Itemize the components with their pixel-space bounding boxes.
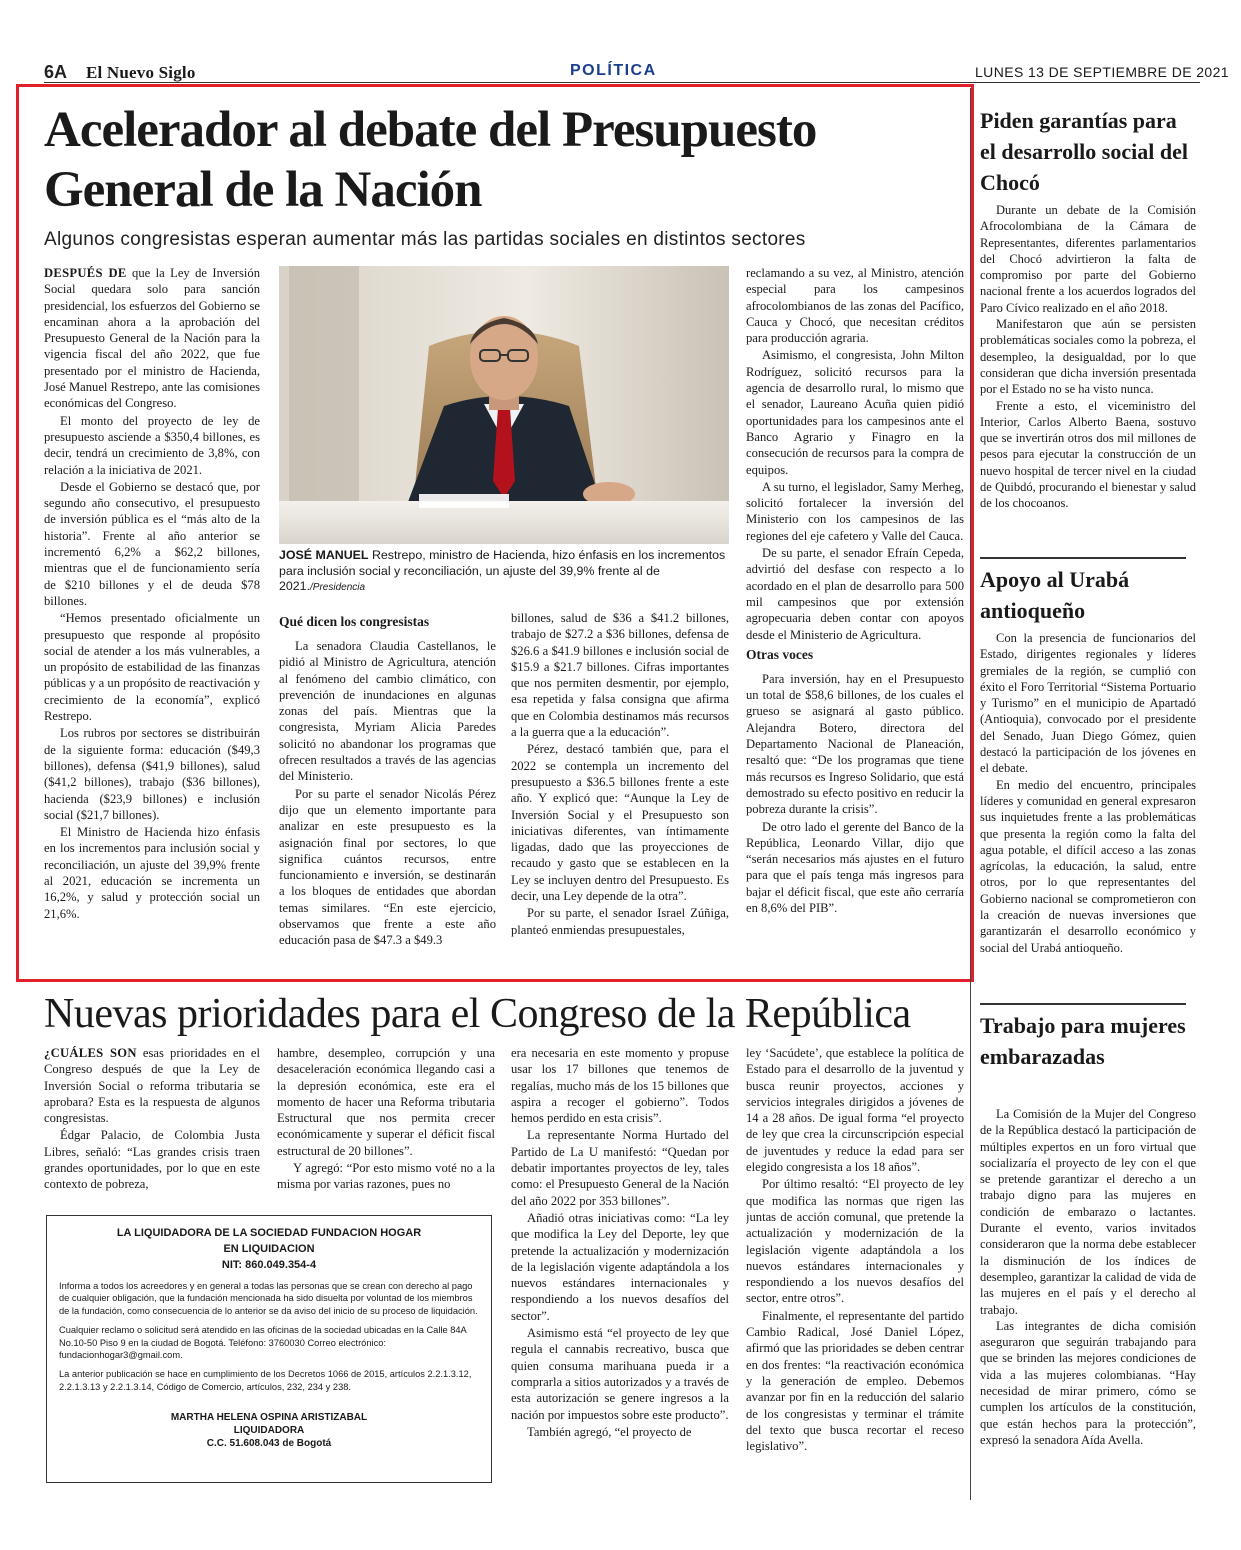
caption-text: Restrepo, ministro de Hacienda, hizo énfasis en los incrementos para inclusión social y reconciliación, un ajuste del 39,9% frente al de 2021. bbox=[279, 548, 726, 593]
paragraph: El Ministro de Hacienda hizo énfasis en los incrementos para inclusión social y reconciliación, un ajuste del 39,9% frente al 2021, educación se incrementa un 16,2%, y salud y protección social un 21,6%. bbox=[44, 825, 260, 921]
paragraph: La representante Norma Hurtado del Partido de La U manifestó: “Quedan por debatir importantes proyectos de ley, tales como: el Presupuesto General de la Nación del año 2022 por 353 billones”. bbox=[511, 1128, 729, 1208]
paragraph: reclamando a su vez, al Ministro, atención especial para los campesinos afrocolombianos de las zonas del Pacífico, Cauca y Chocó, que necesitan créditos para producción agraria. bbox=[746, 266, 964, 346]
section-heading: Otras voces bbox=[746, 646, 814, 662]
article-column-2b bbox=[511, 610, 729, 970]
article-column-1 bbox=[44, 265, 260, 969]
photo-illustration bbox=[279, 266, 729, 544]
notice-paragraph: Informa a todos los acreedores y en general a todas las personas que se crean con derecho al pago de cualquier obligación, que la fundación mencionada ha sido disuelta por voluntad de los miembros de la fundación, como consecuencia de lo anterior se da aviso del inicio de su proceso de liquidación. bbox=[59, 1281, 478, 1316]
paragraph: Pérez, destacó también que, para el 2022 se contempla un incremento del presupuesto a $36.5 billones frente a este año. Y explicó que: “Aunque la Ley de Inversión Social y el Presupuesto son iniciativas diferentes, van íntimamente ligadas, dado que las proyecciones de recaudo y gasto que se establecen en la Ley se incluyen dentro del Presupuesto. Es decir, una Ley depende de la otra”. bbox=[511, 742, 729, 904]
paragraph: Los rubros por sectores se distribuirán de la siguiente forma: educación ($49,3 billones), defensa ($41,9 billones), salud ($41,2 billones), trabajo ($36 billones), hacienda ($23,9 billones) e inclusión social ($21,7 billones). bbox=[44, 726, 260, 822]
paragraph: Édgar Palacio, de Colombia Justa Libres, señaló: “Las grandes crisis traen grandes oportunidades, por lo que en este contexto de pobreza, bbox=[44, 1128, 260, 1192]
sidebar-headline-2: Apoyo al Urabá antioqueño bbox=[980, 567, 1130, 623]
article-subheadline: Algunos congresistas esperan aumentar más las partidas sociales en distintos sectores bbox=[44, 229, 806, 250]
sidebar-rule bbox=[980, 557, 1186, 559]
notice-title: LA LIQUIDADORA DE LA SOCIEDAD FUNDACION HOGAR bbox=[116, 1227, 422, 1239]
paragraph: Para inversión, hay en el Presupuesto un total de $58,6 billones, de los cuales el grueso se asignará al gasto público. Alejandra Botero, directora del Departamento Nacional de Planeación, resaltó que: “De los programas que tiene más recursos es Ingreso Solidario, que está demostrado su efecto positivo en reducir la pobreza durante la crisis”. bbox=[746, 671, 964, 817]
paragraph: Por su parte el senador Nicolás Pérez dijo que un elemento importante para analizar en este presupuesto es la asignación final por sectores, lo que significa cuántos recursos, entre funcionamiento e inversión, se destinarán a los bloques de entidades que abordan temas similares. “En este ejercicio, observamos que frente a este año educación pasa de $47.3 a $49.3 bbox=[279, 786, 496, 948]
lead-in: ¿CUÁLES SON bbox=[44, 1046, 137, 1060]
sidebar-headline-3: Trabajo para mujeres embarazadas bbox=[980, 1013, 1186, 1069]
paragraph: “Hemos presentado oficialmente un presupuesto que responde al propósito social de atender a los más vulnerables, a un propósito de estabilidad de las finanzas públicas y a un propósito de reactivación y crecimiento de la economía”, explicó Restrepo. bbox=[44, 611, 260, 724]
page-number: 6A bbox=[44, 62, 68, 82]
article2-column-3 bbox=[511, 1045, 729, 1475]
photo-caption bbox=[279, 548, 729, 596]
paragraph: ley ‘Sacúdete’, que establece la política de Estado para el desarrollo de la juventud y busca reunir proyectos, acciones y servicios integrales dirigidos a jóvenes de 14 a 28 años. De igual forma “el proyecto de ley que crea la circunscripción especial de juventudes y reduce la edad para ser elegido congresista a los 18 años”. bbox=[746, 1046, 964, 1175]
article2-column-1 bbox=[44, 1045, 260, 1201]
section-heading: Qué dicen los congresistas bbox=[279, 614, 430, 629]
paragraph: billones, salud de $36 a $41.2 billones, trabajo de $27.2 a $36 billones, defensa de $26.6 a $41.9 billones e inclusión social de $15.9 a $21.7 billones. Cifras importantes que nos permiten desmentir, por ejemplo, esa repetida y falsa consigna que afirma que en Colombia destinamos más recursos a la guerra que a la educación”. bbox=[511, 611, 729, 740]
sidebar-rule bbox=[980, 1003, 1186, 1005]
notice-paragraph: Cualquier reclamo o solicitud será atendido en las oficinas de la sociedad ubicadas en la Calle 84A No.10-50 Piso 9 en la ciudad de Bogotá. Teléfono: 3760030 Correo electrónico: fundacionhogar3@gmail.com. bbox=[59, 1325, 467, 1361]
signer-role: LIQUIDADORA bbox=[233, 1425, 305, 1437]
paragraph: era necesaria en este momento y propuse usar los 17 billones que tenemos de regalías, mucho más de los 15 billones que aspira a recoger el gobierno”. Todos hemos perdido en esta crisis”. bbox=[511, 1046, 729, 1126]
article2-column-2 bbox=[277, 1045, 495, 1201]
paragraph: Por su parte, el senador Israel Zúñiga, planteó enmiendas presupuestales, bbox=[511, 906, 729, 937]
paragraph: De otro lado el gerente del Banco de la República, Leonardo Villar, dijo que “serán necesarios más ajustes en el futuro para que el país tenga más ingresos para bajar el déficit fiscal, que este año cerraría en 8,6% del PIB”. bbox=[746, 819, 964, 915]
legal-notice-box bbox=[46, 1215, 492, 1483]
paragraph: En medio del encuentro, principales líderes y comunidad en general expresaron sus inquietudes frente a las problemáticas que presenta la región como la falta del agua potable, el difícil acceso a las zonas agrícolas, la educación, la salud, entre otros, por lo que representantes del Gobierno nacional se comprometieron con la creación de nuevas inversiones que garantizarán el desarrollo económico y social del Urabá antioqueño. bbox=[980, 777, 1196, 955]
newspaper-name: El Nuevo Siglo bbox=[86, 63, 196, 82]
paragraph: La Comisión de la Mujer del Congreso de la República destacó la participación de múltiples expertos en un foro virtual que socializaría el proyecto de ley con el que se pretende garantizar el derecho a un trabajo digno para las mujeres en condición de embarazo o lactantes. Durante el evento, varios invitados consideraron que la norma debe establecer la disminución de los índices de desempleo, garantizar la calidad de vida de las mujeres en el país y el derecho al trabajo. bbox=[980, 1107, 1196, 1317]
paragraph: El monto del proyecto de ley de presupuesto asciende a $350,4 billones, es decir, tendrá un crecimiento de 3,8%, con relación a la iniciativa de 2021. bbox=[44, 413, 260, 477]
sidebar-headline-1: Piden garantías para el desarrollo social del Chocó bbox=[980, 108, 1188, 195]
article-headline: Acelerador al debate del Presupuesto General de la Nación bbox=[44, 102, 817, 218]
article-column-3 bbox=[746, 265, 964, 970]
photo-credit: /Presidencia bbox=[310, 582, 366, 593]
header-divider bbox=[44, 82, 1200, 83]
paragraph: Frente a esto, el viceministro del Interior, Carlos Alberto Baena, sostuvo que se invertirán otros dos mil millones de pesos para ejecutar la construcción de un nuevo hospital de tercer nivel en la ciudad de Quibdó, procurando el bienestar y salud de los chocoanos. bbox=[980, 398, 1196, 511]
paragraph: Desde el Gobierno se destacó que, por segundo año consecutivo, el presupuesto de inversión pública es el “más alto de la historia”. Frente al año anterior se incrementó 6,2% a $62,2 billones, mientras que el de funcionamiento sería de $210 billones y el de deuda $78 billones. bbox=[44, 479, 260, 608]
article2-column-4 bbox=[746, 1045, 964, 1475]
issue-date: LUNES 13 DE SEPTIEMBRE DE 2021 bbox=[975, 64, 1229, 80]
paragraph: La senadora Claudia Castellanos, le pidió al Ministro de Agricultura, atención al fenómeno del cambio climático, con prevención de inundaciones en algunas zonas del país. Mientras que la congresista, Myriam Alicia Paredes solicitó no abandonar los programas que ofrecen resultados a través de las agencias del Ministerio. bbox=[279, 639, 496, 784]
paragraph-text: esas prioridades en el Congreso después de que la Ley de Inversión Social o reforma tributaria se aprobara? Esta es la respuesta de algunos congresistas. bbox=[44, 1046, 260, 1126]
notice-signature bbox=[59, 1411, 479, 1450]
paragraph: Finalmente, el representante del partido Cambio Radical, José Daniel López, afirmó que las prioridades se deben centrar en dos frentes: “la reactivación económica y la generación de empleo. Debemos avanzar por fin en la reducción del salario de los congresistas y terminar el trámite del texto que busca recortar el receso legislativo”. bbox=[746, 1308, 964, 1454]
signer-name: MARTHA HELENA OSPINA ARISTIZABAL bbox=[170, 1412, 368, 1424]
caption-name: JOSÉ MANUEL bbox=[279, 548, 369, 562]
notice-nit: NIT: 860.049.354-4 bbox=[221, 1259, 317, 1271]
article-headline-2: Nuevas prioridades para el Congreso de la República bbox=[44, 991, 911, 1037]
paragraph bbox=[44, 1045, 260, 1126]
notice-subtitle: EN LIQUIDACION bbox=[223, 1243, 315, 1255]
article-column-2a bbox=[279, 610, 496, 970]
paragraph: De su parte, el senador Efraín Cepeda, advirtió del desfase con respecto a lo acordado en el plan de desarrollo para 500 mil campesinos que por extensión agropecuaria deben contar con apoyos desde el Ministerio de Agricultura. bbox=[746, 546, 964, 642]
paragraph: Por último resaltó: “El proyecto de ley que modifica las normas que rigen las juntas de acción comunal, que pretende la actualización y modernización de la legislación vigente adaptándola a los nuevos estándares internacionales y respondiendo a los nuevos desafíos del sector, entre otros”. bbox=[746, 1177, 964, 1306]
paragraph: Asimismo, el congresista, John Milton Rodríguez, solicitó recursos para la agencia de desarrollo rural, lo mismo que el senador, Laureano Acuña quien pidió oportunidades para los campesinos ante el Banco Agrario y Finagro en la consecución de recursos para la compra de equipos. bbox=[746, 348, 964, 477]
paragraph-text: que la Ley de Inversión Social quedara solo para sanción presidencial, los esfuerzos del Gobierno se encaminan ahora a la aprobación del Presupuesto General de la Nación para la vigencia fiscal del año 2022, que fue presentado por el ministro de Hacienda, José Manuel Restrepo, ante las comisiones económicas del Congreso. bbox=[44, 266, 260, 411]
paragraph: Asimismo está “el proyecto de ley que regula el cannabis recreativo, busca que quien consuma marihuana pueda ir a comprarla a sitios autorizados y a través de esta autorización se genere ingresos a la nación por impuestos sobre este producto”. bbox=[511, 1326, 729, 1422]
paragraph: hambre, desempleo, corrupción y una desaceleración económica llegando casi a la depresión económica, este era el momento de hacer una Reforma tributaria Estructural que nos permita crecer económicamente y superar el déficit fiscal estructural de 20 billones”. bbox=[277, 1046, 495, 1158]
sidebar-story-1 bbox=[980, 202, 1196, 547]
sidebar-story-3 bbox=[980, 1106, 1196, 1488]
paragraph bbox=[44, 265, 260, 412]
paragraph: Y agregó: “Por esto mismo voté no a la misma por varias razones, pues no bbox=[277, 1161, 495, 1192]
paragraph: Con la presencia de funcionarios del Estado, dirigentes regionales y líderes gremiales de la región, se cumplió con éxito el Foro Territorial “Sistema Portuario y Turismo” en el municipio de Apartadó (Antioquia), convocado por el presidente del Senado, Juan Diego Gómez, quien destacó la participación de los jóvenes en el debate. bbox=[980, 631, 1196, 776]
signer-id: C.C. 51.608.043 de Bogotá bbox=[206, 1438, 332, 1450]
notice-paragraph: La anterior publicación se hace en cumplimiento de los Decretos 1066 de 2015, artículos 2.2.1.3.12, 2.2.1.3.13 y 2.2.1.3.14, Código de Comercio, artículos, 232, 234 y 238. bbox=[59, 1369, 472, 1392]
paragraph: A su turno, el legislador, Samy Merheg, solicitó fortalecer la inversión del Ministerio con los campesinos de las regiones del eje cafetero y Valle del Cauca. bbox=[746, 479, 964, 543]
lead-in: DESPUÉS DE bbox=[44, 266, 127, 280]
sidebar-divider bbox=[970, 88, 971, 1500]
paragraph: También agregó, “el proyecto de bbox=[527, 1424, 692, 1439]
section-label: POLÍTICA bbox=[570, 62, 657, 79]
paragraph: Añadió otras iniciativas como: “La ley que modifica la Ley del Deporte, ley que pretende la actualización y modernización de la legislación vigente adaptándola a los nuevos estándares internacionales y respondiendo a los nuevos desafíos del sector”. bbox=[511, 1210, 729, 1323]
sidebar-story-2 bbox=[980, 630, 1196, 1002]
paragraph: Las integrantes de dicha comisión aseguraron que seguirán trabajando para que se brinden las mejores condiciones de vida a las mujeres colombianas. “Hay necesidad de mirar primero, cómo se cumplen los artículos de la constitución, que están hechos para la protección”, expresó la senadora Aída Avella. bbox=[980, 1318, 1196, 1447]
minister-photo bbox=[279, 266, 729, 544]
paragraph: Manifestaron que aún se persisten problemáticas sociales como la pobreza, el desempleo, la desigualdad, por lo que consideran que dicha inversión presentada por el Estado no se ha visto nunca. bbox=[980, 317, 1196, 397]
paragraph: Durante un debate de la Comisión Afrocolombiana de la Cámara de Representantes, diferentes parlamentarios del Chocó advirtieron la falta de compromiso por parte del Gobierno nacional frente a los acuerdos logrados del Paro Cívico realizado en el año 2018. bbox=[980, 203, 1196, 315]
